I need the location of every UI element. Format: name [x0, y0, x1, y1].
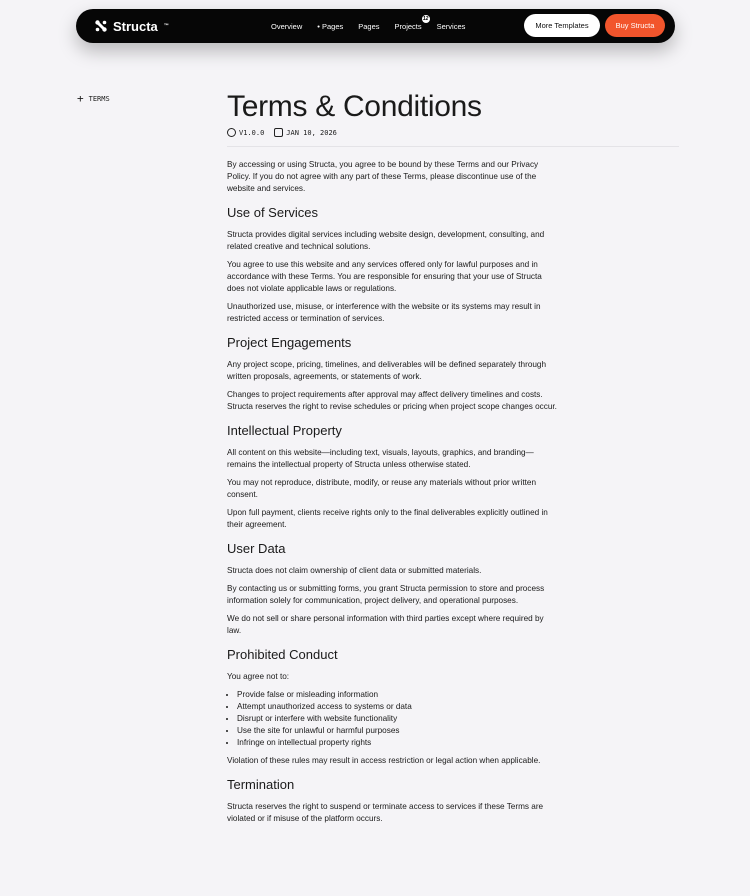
section-paragraph: Violation of these rules may result in access restriction or legal action when applicable. — [227, 756, 541, 765]
section-paragraph: You may not reproduce, distribute, modify, or reuse any materials without prior written consent. — [227, 478, 536, 499]
section-paragraph: You agree not to: — [227, 672, 290, 681]
version-text: V1.0.0 — [239, 128, 265, 137]
section-paragraph: Any project scope, pricing, timelines, and deliverables will be defined separately through written proposals, agreements, or statements of work. — [227, 360, 547, 381]
buy-structa-button[interactable]: Buy Structa — [605, 14, 665, 37]
section-paragraph: Structa provides digital services including website design, development, consulting, and related creative and technical solutions. — [227, 230, 545, 251]
nav-projects-label: Projects — [394, 21, 422, 31]
section-paragraph: Unauthorized use, misuse, or interference with the website or its systems may result in restricted access or termination of services. — [227, 302, 541, 323]
intro-paragraph: By accessing or using Structa, you agree to be bound by these Terms and our Privacy Policy. If you do not agree with any part of these Terms, please discontinue use of the website and services. — [227, 160, 539, 193]
section-paragraph: You agree to use this website and any services offered only for lawful purposes and in accordance with these Terms. You are responsible for ensuring that your use of Structa does not violate applicable laws or regulations. — [227, 260, 542, 293]
projects-count-badge: 12 — [422, 15, 429, 22]
section-paragraph: Structa does not claim ownership of client data or submitted materials. — [227, 566, 482, 575]
section-heading: Project Engagements — [227, 335, 352, 350]
list-item: • Infringe on intellectual property rights — [237, 737, 557, 749]
bullet-list — [237, 689, 557, 749]
nav-pages-dropdown[interactable]: • Pages — [317, 21, 344, 31]
section-paragraph: We do not sell or share personal information with third parties except where required by law. — [227, 614, 544, 635]
toc-label: TERMS — [88, 94, 110, 103]
trademark: ™ — [163, 23, 169, 29]
section-heading: User Data — [227, 541, 286, 556]
page-title: Terms & Conditions — [227, 90, 482, 123]
list-item: • Provide false or misleading information — [237, 689, 557, 701]
divider — [227, 146, 679, 147]
section-heading: Use of Services — [227, 205, 319, 220]
terms-content — [227, 88, 557, 831]
section-paragraph: Upon full payment, clients receive rights only to the final deliverables explicitly outlined in their agreement. — [227, 508, 548, 529]
nav-services[interactable]: Services — [436, 21, 466, 31]
date-text: JAN 10, 2026 — [286, 128, 337, 137]
nav-projects[interactable] — [394, 15, 429, 31]
plus-icon: + — [77, 92, 84, 105]
section-heading: Intellectual Property — [227, 423, 342, 438]
nav-pages[interactable]: Pages — [358, 21, 380, 31]
list-item: • Attempt unauthorized access to systems or data — [237, 701, 557, 713]
structa-logo-icon — [95, 20, 107, 32]
list-item: • Use the site for unlawful or harmful purposes — [237, 725, 557, 737]
date-meta — [274, 128, 337, 137]
section-paragraph: Structa reserves the right to suspend or terminate access to services if these Terms are violated or if misuse of the platform occurs. — [227, 802, 544, 823]
more-templates-button[interactable]: More Templates — [524, 14, 600, 37]
brand-name: Structa — [113, 18, 158, 34]
globe-icon — [227, 128, 236, 137]
calendar-icon — [274, 128, 283, 137]
brand-logo[interactable] — [95, 19, 169, 34]
section-paragraph: Changes to project requirements after approval may affect delivery timelines and costs. Structa reserves the right to revise schedules or pricing when project scope changes occur. — [227, 390, 557, 411]
list-item: • Disrupt or interfere with website functionality — [237, 713, 557, 725]
nav-overview[interactable]: Overview — [271, 21, 303, 31]
section-paragraph: By contacting us or submitting forms, you grant Structa permission to store and process information solely for communication, project delivery, and operational purposes. — [227, 584, 545, 605]
version-meta — [227, 128, 264, 137]
section-heading: Termination — [227, 777, 295, 792]
toc-item-terms[interactable] — [77, 92, 110, 105]
section-paragraph: All content on this website—including text, visuals, layouts, graphics, and branding—remains the intellectual property of Structa unless otherwise stated. — [227, 448, 534, 469]
top-nav — [76, 9, 675, 43]
section-heading: Prohibited Conduct — [227, 647, 338, 662]
